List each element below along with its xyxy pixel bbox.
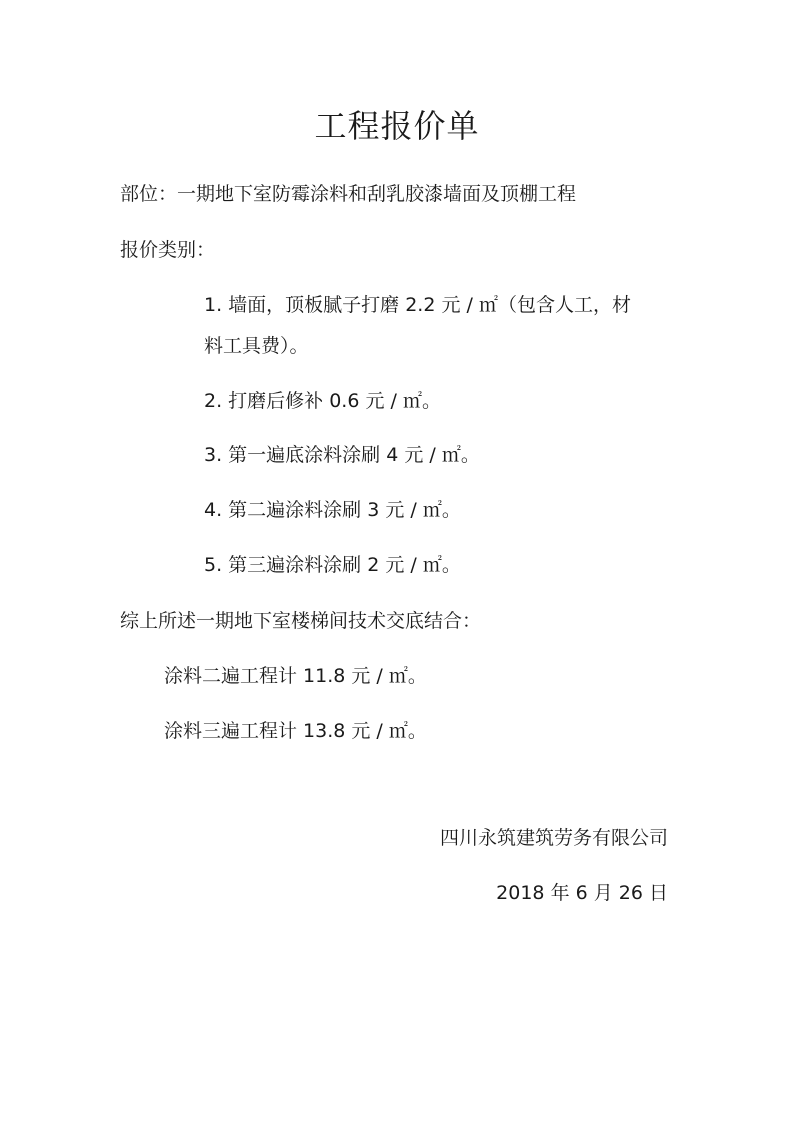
list-item-2: 2. 打磨后修补 0.6 元 / ㎡。 bbox=[204, 390, 441, 412]
list-item-4: 4. 第二遍涂料涂刷 3 元 / ㎡。 bbox=[204, 499, 461, 521]
document-date: 2018 年 6 月 26 日 bbox=[496, 882, 668, 904]
summary-heading: 综上所述一期地下室楼梯间技术交底结合： bbox=[120, 610, 482, 632]
location-line: 部位：一期地下室防霉涂料和刮乳胶漆墙面及顶棚工程 bbox=[120, 183, 577, 205]
list-item-3: 3. 第一遍底涂料涂刷 4 元 / ㎡。 bbox=[204, 444, 480, 466]
company-name: 四川永筑建筑劳务有限公司 bbox=[439, 827, 668, 849]
list-item-1: 1. 墙面，顶板腻子打磨 2.2 元 / ㎡（包含人工，材 bbox=[204, 294, 631, 316]
list-item-5: 5. 第三遍涂料涂刷 2 元 / ㎡。 bbox=[204, 554, 461, 576]
summary-line-2: 涂料三遍工程计 13.8 元 / ㎡。 bbox=[164, 720, 427, 742]
summary-line-1: 涂料二遍工程计 11.8 元 / ㎡。 bbox=[164, 665, 427, 687]
document-title: 工程报价单 bbox=[314, 107, 480, 145]
list-item-1-continuation: 料工具费）。 bbox=[204, 335, 309, 357]
category-heading: 报价类别： bbox=[120, 239, 216, 261]
